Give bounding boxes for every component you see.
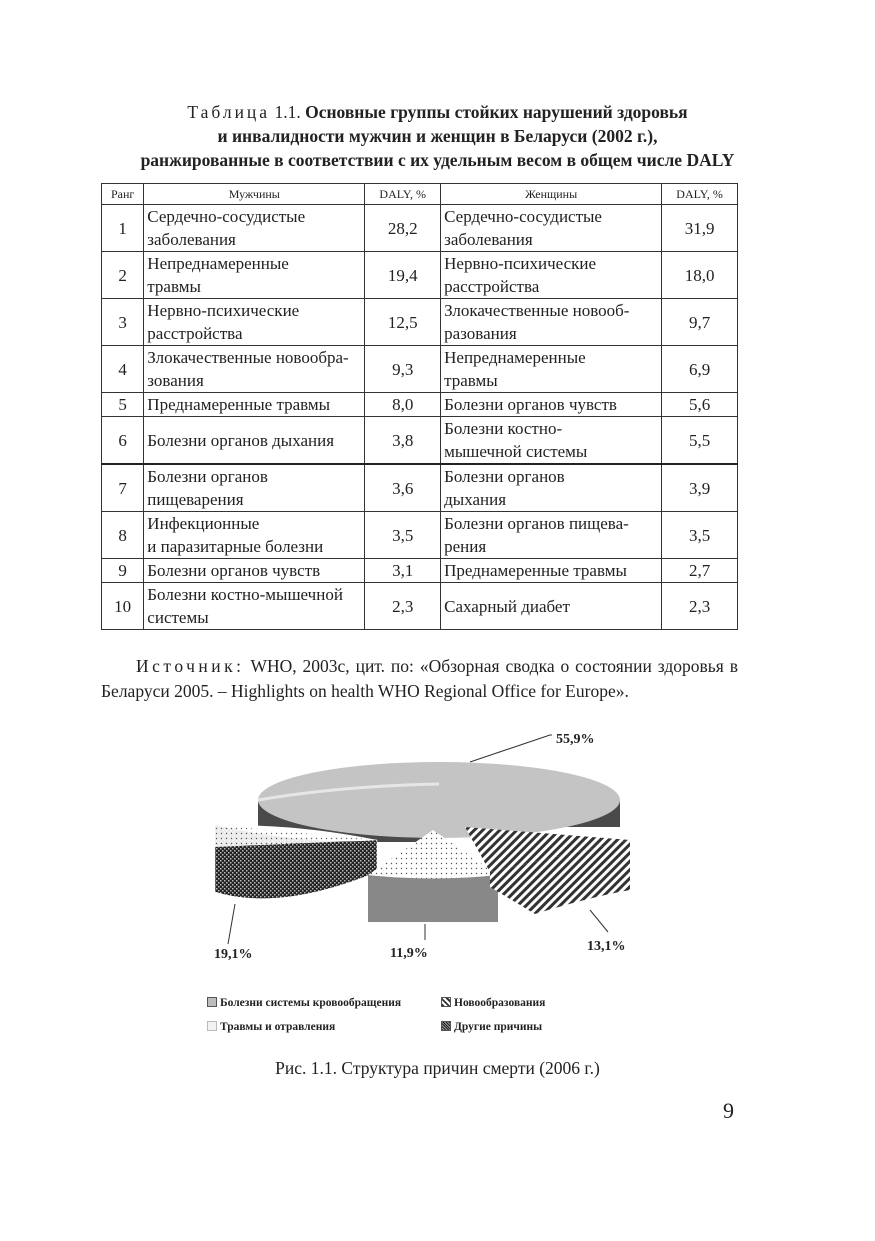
caption-number: 1.1.: [274, 102, 301, 122]
cause-line: Преднамеренные травмы: [147, 395, 331, 414]
men-daly-cell: 19,4: [365, 252, 441, 299]
cause-line: мышечной системы: [444, 442, 588, 461]
source-text: WHO, 2003c, цит. по: «Обзорная сводка о состоянии здоровья в Беларуси 2005. – Highlights on health WHO Regional Office for Europe».: [101, 656, 738, 701]
table-body: [102, 205, 738, 630]
women-daly-cell: 3,9: [662, 464, 738, 512]
rank-cell: 4: [102, 346, 144, 393]
cause-line: Непреднамеренные: [147, 254, 289, 273]
table-row: [102, 464, 738, 512]
men-cause-cell: [144, 346, 365, 393]
cause-line: Сердечно-сосудистые: [444, 207, 602, 226]
cause-line: Болезни органов пищева-: [444, 514, 629, 533]
men-daly-cell: 3,6: [365, 464, 441, 512]
cause-line: дыхания: [444, 490, 507, 509]
legend-label-neoplasms: Новообразования: [454, 997, 546, 1009]
table-row: [102, 205, 738, 252]
figure-caption: Рис. 1.1. Структура причин смерти (2006 г.): [275, 1058, 600, 1078]
men-cause-cell: [144, 252, 365, 299]
label-other: 19,1%: [214, 947, 253, 962]
cause-line: расстройства: [147, 324, 243, 343]
slice-other: [215, 825, 377, 899]
label-circulation: 55,9%: [556, 732, 595, 747]
cause-line: Сердечно-сосудистые: [147, 207, 306, 226]
men-daly-cell: 9,3: [365, 346, 441, 393]
caption-title-line-2: и инвалидности мужчин и женщин в Беларуси (2002 г.),: [217, 126, 658, 146]
women-daly-cell: 5,6: [662, 393, 738, 417]
table-row: [102, 393, 738, 417]
women-daly-cell: 3,5: [662, 512, 738, 559]
legend-item-circulation: [207, 997, 401, 1009]
header-women-daly: DALY, %: [662, 184, 738, 205]
men-daly-cell: 3,1: [365, 559, 441, 583]
men-daly-cell: 2,3: [365, 583, 441, 630]
women-daly-cell: 2,3: [662, 583, 738, 630]
men-daly-cell: 8,0: [365, 393, 441, 417]
men-cause-cell: [144, 299, 365, 346]
women-cause-cell: [441, 512, 662, 559]
cause-line: Болезни органов: [444, 467, 565, 486]
caption-label: Таблица: [187, 102, 271, 122]
men-daly-cell: 12,5: [365, 299, 441, 346]
caption-line-1: [60, 100, 815, 124]
cause-line: Нервно-психические: [147, 301, 300, 320]
table-header-row: [102, 184, 738, 205]
cause-line: пищеварения: [147, 490, 244, 509]
cause-line: зования: [147, 371, 204, 390]
source-label: Источник:: [136, 656, 245, 676]
cause-line: и паразитарные болезни: [147, 537, 324, 556]
cause-line: Злокачественные новообра-: [147, 348, 349, 367]
women-cause-cell: [441, 583, 662, 630]
women-cause-cell: [441, 393, 662, 417]
rank-cell: 5: [102, 393, 144, 417]
legend-swatch-circulation: [207, 997, 217, 1007]
cause-line: заболевания: [444, 230, 533, 249]
cause-line: разования: [444, 324, 517, 343]
legend-item-other: [441, 1021, 542, 1033]
rank-cell: 7: [102, 464, 144, 512]
cause-line: Болезни органов: [147, 467, 268, 486]
cause-line: Болезни костно-мышечной: [147, 585, 343, 604]
cause-line: Болезни костно-: [444, 419, 563, 438]
legend-item-injuries: [207, 1021, 335, 1033]
men-cause-cell: [144, 393, 365, 417]
caption-title-line-3: ранжированные в соответствии с их удельным весом в общем числе DALY: [140, 150, 735, 170]
women-cause-cell: [441, 464, 662, 512]
table-caption: [60, 100, 815, 172]
cause-line: Преднамеренные травмы: [444, 561, 627, 580]
men-cause-cell: [144, 464, 365, 512]
label-neoplasms: 13,1%: [587, 939, 626, 954]
women-daly-cell: 5,5: [662, 417, 738, 465]
page-number: 9: [723, 1098, 734, 1123]
cause-line: Непреднамеренные: [444, 348, 586, 367]
header-men: Мужчины: [144, 184, 365, 205]
pie-chart: [190, 722, 650, 972]
cause-line: травмы: [444, 371, 498, 390]
legend-label-other: Другие причины: [454, 1021, 543, 1033]
cause-line: системы: [147, 608, 209, 627]
women-daly-cell: 6,9: [662, 346, 738, 393]
rank-cell: 8: [102, 512, 144, 559]
men-cause-cell: [144, 583, 365, 630]
men-cause-cell: [144, 205, 365, 252]
legend-swatch-injuries: [207, 1021, 217, 1031]
women-daly-cell: 2,7: [662, 559, 738, 583]
rank-cell: 6: [102, 417, 144, 465]
men-daly-cell: 3,8: [365, 417, 441, 465]
rank-cell: 1: [102, 205, 144, 252]
table-row: [102, 559, 738, 583]
men-cause-cell: [144, 512, 365, 559]
daly-table: [101, 183, 738, 630]
cause-line: Злокачественные новооб-: [444, 301, 630, 320]
women-daly-cell: 18,0: [662, 252, 738, 299]
header-rank: Ранг: [102, 184, 144, 205]
rank-cell: 2: [102, 252, 144, 299]
women-daly-cell: 31,9: [662, 205, 738, 252]
women-cause-cell: [441, 417, 662, 465]
women-cause-cell: [441, 205, 662, 252]
legend-label-injuries: Травмы и отравления: [220, 1021, 336, 1033]
men-cause-cell: [144, 417, 365, 465]
header-women: Женщины: [441, 184, 662, 205]
cause-line: Болезни органов чувств: [147, 561, 321, 580]
table-row: [102, 346, 738, 393]
legend-swatch-neoplasms: [441, 997, 451, 1007]
cause-line: травмы: [147, 277, 201, 296]
table-row: [102, 252, 738, 299]
men-daly-cell: 3,5: [365, 512, 441, 559]
legend-swatch-other: [441, 1021, 451, 1031]
cause-line: расстройства: [444, 277, 540, 296]
cause-line: Болезни органов дыхания: [147, 430, 335, 450]
women-cause-cell: [441, 559, 662, 583]
women-cause-cell: [441, 346, 662, 393]
cause-line: Сахарный диабет: [444, 596, 570, 616]
legend-item-neoplasms: [441, 997, 545, 1009]
rank-cell: 3: [102, 299, 144, 346]
women-cause-cell: [441, 252, 662, 299]
cause-line: рения: [444, 537, 487, 556]
cause-line: заболевания: [147, 230, 236, 249]
women-daly-cell: 9,7: [662, 299, 738, 346]
table-row: [102, 583, 738, 630]
rank-cell: 10: [102, 583, 144, 630]
women-cause-cell: [441, 299, 662, 346]
label-injuries: 11,9%: [390, 946, 428, 961]
men-daly-cell: 28,2: [365, 205, 441, 252]
source-note: [101, 654, 738, 704]
cause-line: Болезни органов чувств: [444, 395, 617, 414]
cause-line: Нервно-психические: [444, 254, 597, 273]
cause-line: Инфекционные: [147, 514, 260, 533]
table-row: [102, 512, 738, 559]
table-row: [102, 299, 738, 346]
table-row: [102, 417, 738, 465]
caption-title-line-1: Основные группы стойких нарушений здоровья: [305, 102, 688, 122]
men-cause-cell: [144, 559, 365, 583]
header-men-daly: DALY, %: [365, 184, 441, 205]
legend-label-circulation: Болезни системы кровообращения: [220, 997, 402, 1009]
rank-cell: 9: [102, 559, 144, 583]
